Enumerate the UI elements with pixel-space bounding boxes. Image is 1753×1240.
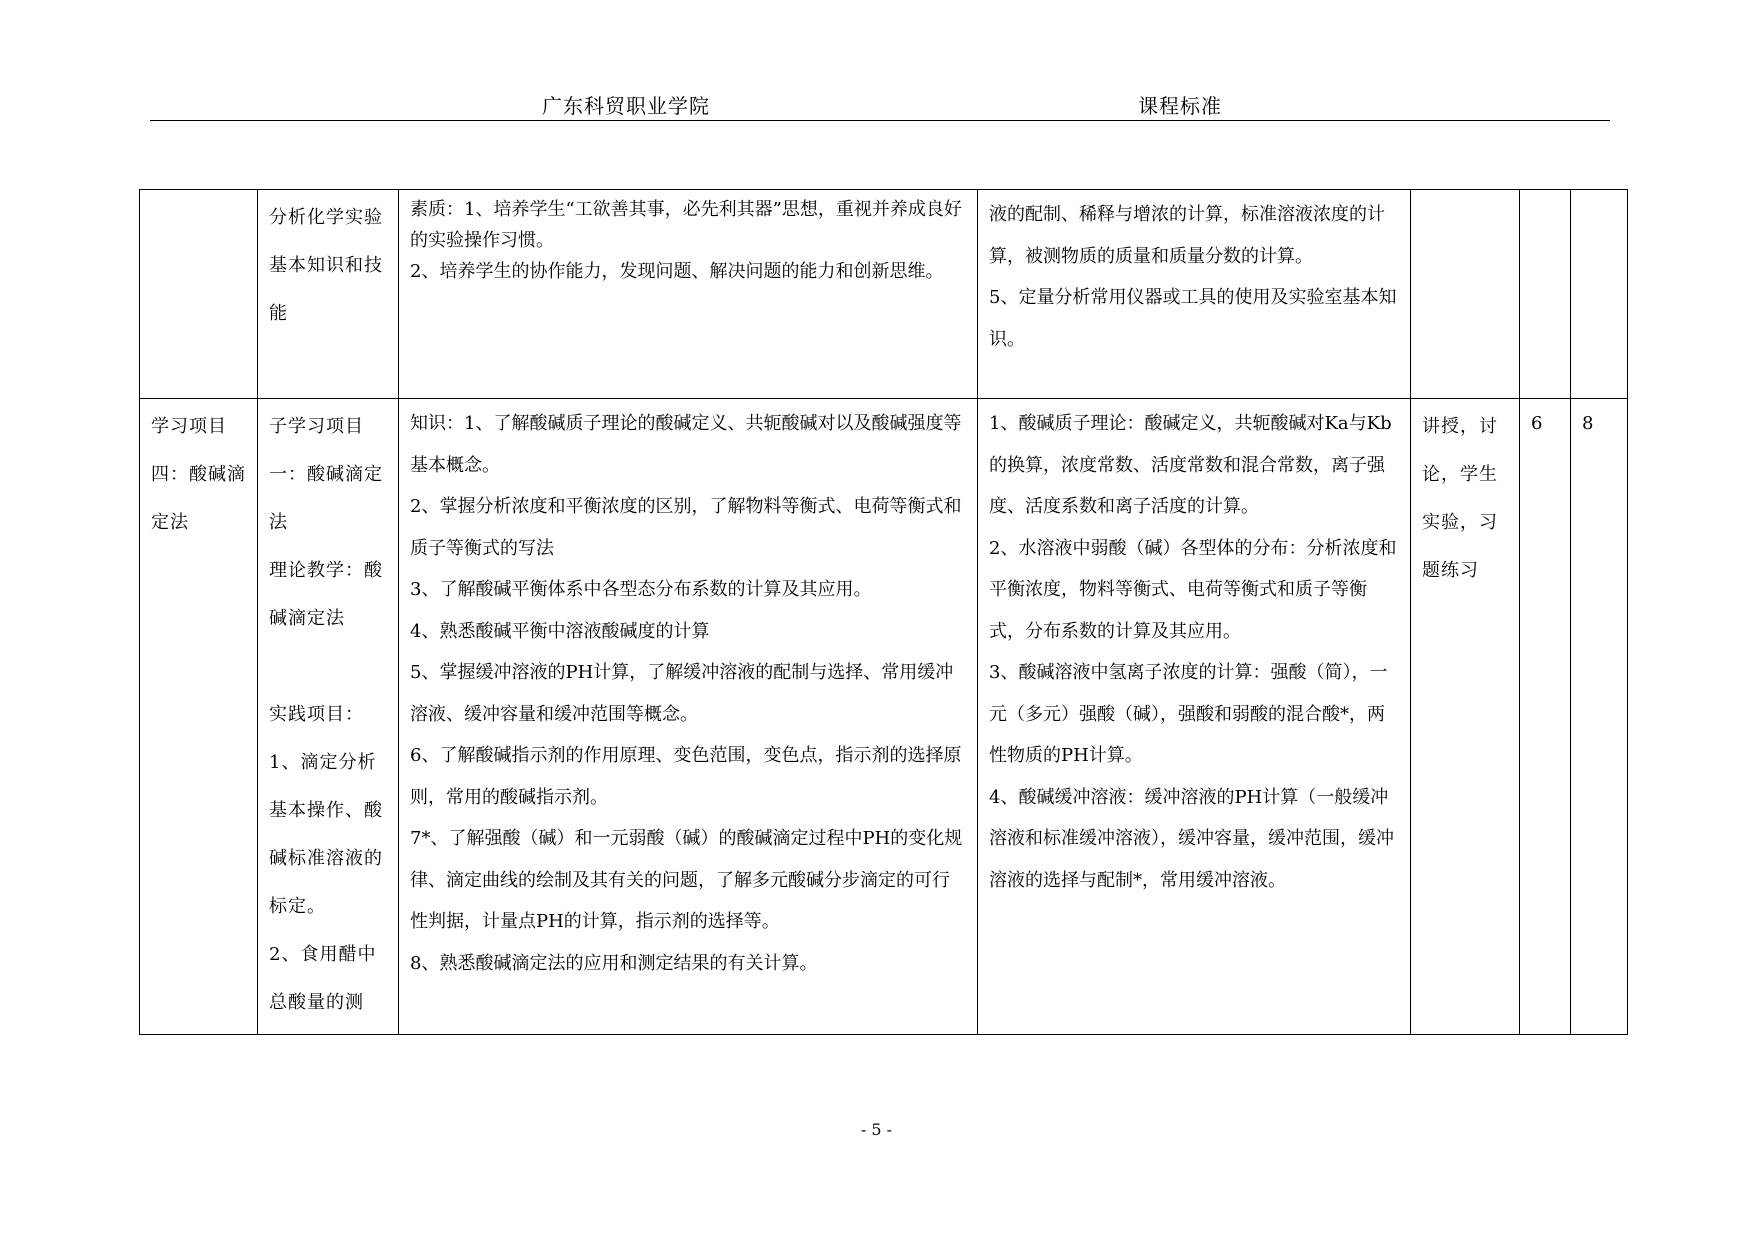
- objectives-cell: 素质：1、培养学生“工欲善其事，必先利其器”思想，重视并养成良好的实验操作习惯。 2、培养学生的协作能力，发现问题、解决问题的能力和创新思维。: [399, 190, 978, 399]
- sub-project-cell: 子学习项目一：酸碱滴定法 理论教学：酸碱滴定法 实践项目： 1、滴定分析基本操作、酸碱标准溶液的标定。 2、食用醋中总酸量的测: [258, 399, 399, 1035]
- course-standard-table: [139, 189, 1628, 1035]
- hours-cell-b: [1571, 190, 1628, 399]
- document-type: 课程标准: [1138, 94, 1222, 118]
- page-header: [150, 84, 1610, 121]
- hours-cell-a: [1520, 190, 1571, 399]
- project-cell: 学习项目四：酸碱滴定法: [140, 399, 258, 1035]
- page-number: - 5 -: [860, 1120, 893, 1139]
- institution-name: 广东科贸职业学院: [542, 94, 710, 118]
- sub-project-cell: 分析化学实验基本知识和技能: [258, 190, 399, 399]
- objectives-cell: 知识：1、了解酸碱质子理论的酸碱定义、共轭酸碱对以及酸碱强度等基本概念。 2、掌握分析浓度和平衡浓度的区别，了解物料等衡式、电荷等衡式和质子等衡式的写法 3、了解酸碱平衡体系中各型态分布系数的计算及其应用。 4、熟悉酸碱平衡中溶液酸碱度的计算 5、掌握缓冲溶液的PH计算，了解缓冲溶液的配制与选择、常用缓冲溶液、缓冲容量和缓冲范围等概念。 6、了解酸碱指示剂的作用原理、变色范围，变色点，指示剂的选择原则，常用的酸碱指示剂。 7*、了解强酸（碱）和一元弱酸（碱）的酸碱滴定过程中PH的变化规律、滴定曲线的绘制及其有关的问题，了解多元酸碱分步滴定的可行性判据，计量点PH的计算，指示剂的选择等。 8、熟悉酸碱滴定法的应用和测定结果的有关计算。: [399, 399, 978, 1035]
- table-row: [140, 190, 1628, 399]
- table-row: [140, 399, 1628, 1035]
- hours-cell-a: 6: [1520, 399, 1571, 1035]
- teaching-method-cell: [1411, 190, 1520, 399]
- teaching-method-cell: 讲授，讨论，学生实验，习题练习: [1411, 399, 1520, 1035]
- project-cell: [140, 190, 258, 399]
- content-cell: 1、酸碱质子理论：酸碱定义，共轭酸碱对Ka与Kb的换算，浓度常数、活度常数和混合常数，离子强度、活度系数和离子活度的计算。 2、水溶液中弱酸（碱）各型体的分布：分析浓度和平衡浓度，物料等衡式、电荷等衡式和质子等衡式，分布系数的计算及其应用。 3、酸碱溶液中氢离子浓度的计算：强酸（简），一元（多元）强酸（碱），强酸和弱酸的混合酸*，两性物质的PH计算。 4、酸碱缓冲溶液：缓冲溶液的PH计算（一般缓冲溶液和标准缓冲溶液），缓冲容量，缓冲范围，缓冲溶液的选择与配制*，常用缓冲溶液。: [978, 399, 1411, 1035]
- content-cell: 液的配制、稀释与增浓的计算，标准溶液浓度的计算，被测物质的质量和质量分数的计算。 5、定量分析常用仪器或工具的使用及实验室基本知识。: [978, 190, 1411, 399]
- hours-cell-b: 8: [1571, 399, 1628, 1035]
